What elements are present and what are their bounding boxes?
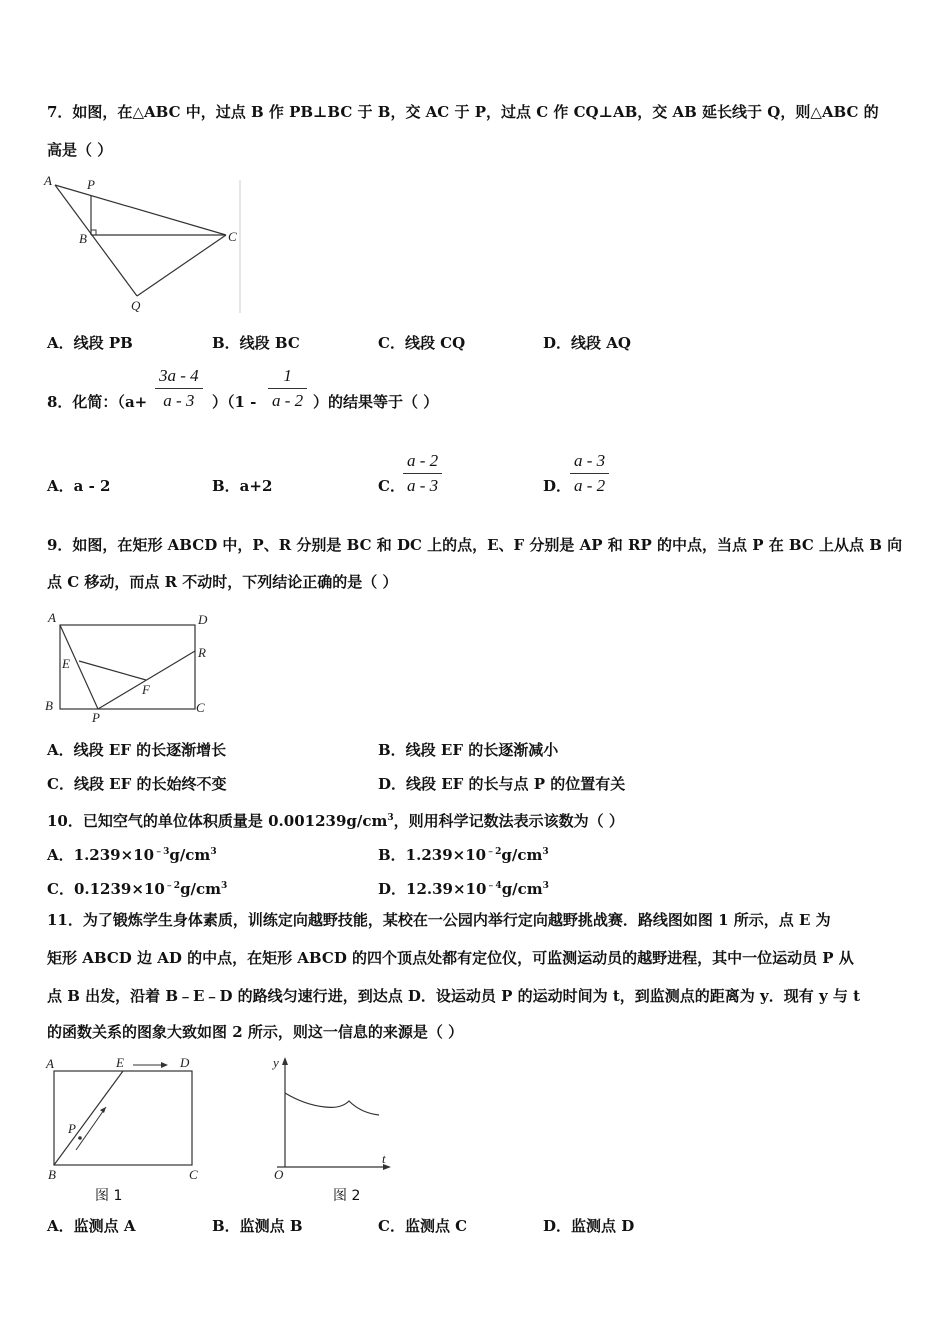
q9-option-b[interactable]: B．线段 EF 的长逐渐减小 [378,741,559,759]
q9-label-r: R [198,645,206,660]
q11-fig2-label-y: y [273,1055,279,1070]
q11-stem-line4: 的函数关系的图象大致如图 2 所示，则这一信息的来源是（ ） [47,1023,464,1041]
q8-option-c-label[interactable]: C． [378,477,405,495]
q11-fig1-path-be [54,1071,123,1165]
q9-label-e: E [62,656,70,671]
q9-stem-line2: 点 C 移动，而点 R 不动时，下列结论正确的是（ ） [47,573,398,591]
q11-fig1-label-e: E [116,1055,124,1070]
q9-option-a[interactable]: A．线段 EF 的长逐渐增长 [47,741,227,759]
q11-fig2-y-arrow [282,1057,288,1065]
q9-rect-abcd [60,625,195,709]
q7-stem-line1: 7．如图，在△ABC 中，过点 B 作 PB⊥BC 于 B，交 AC 于 P，过点 C 作 CQ⊥AB，交 AB 延长线于 Q，则△ABC 的 [47,103,879,121]
q7-edge-ac [55,185,226,235]
q8-fraction-1 [155,366,203,411]
q8-option-d-numerator: a - 3 [574,451,606,470]
q11-fig1-label-d: D [180,1055,190,1070]
q7-option-c[interactable]: C．线段 CQ [378,334,466,352]
q11-figure-2-caption: 图 2 [333,1188,361,1204]
q9-segment-ef [79,661,146,680]
q11-fig1-label-b: B [48,1167,56,1182]
q9-label-f: F [142,682,150,697]
q7-option-a[interactable]: A．线段 PB [47,334,133,352]
q11-figure-1-caption: 图 1 [95,1188,123,1204]
q10-stem: 10．已知空气的单位体积质量是 $0.001239g/cm^3$，则用科学记数法表示该数为（ ） [47,812,624,830]
q7-label-c: C [228,229,237,244]
q11-fig2-label-o: O [274,1167,284,1182]
q7-option-d[interactable]: D．线段 AQ [543,334,631,352]
q7-label-b: B [79,231,87,246]
q8-fraction-2 [268,366,307,411]
q11-figure-1 [40,1055,210,1185]
q9-label-b: B [45,698,53,713]
q7-label-q: Q [131,298,141,313]
q11-stem-line2: 矩形 ABCD 边 AD 的中点，在矩形 ABCD 的四个顶点处都有定位仪，可监测运动员的越野进程，其中一位运动员 P 从 [47,949,854,967]
q11-stem-line3: 点 B 出发，沿着 B﹣E﹣D 的路线匀速行进，到达点 D．设运动员 P 的运动时间为 t，到监测点的距离为 y．现有 y 与 t [47,987,861,1005]
q10-option-d[interactable]: D．$12.39\times 10^{﹣4}g/cm^3$ [378,880,549,898]
q8-option-d-fraction[interactable] [570,451,609,496]
q9-segment-rp [98,651,195,709]
q8-option-c-fraction[interactable] [403,451,442,496]
q8-option-a[interactable]: A．a - 2 [47,477,111,495]
q8-prefix: 8．化简：（a+ [47,393,148,411]
q8-option-d-label[interactable]: D． [543,477,572,495]
q11-fig2-curve [285,1093,379,1115]
q7-triangle-figure [40,175,250,315]
q8-suffix: ）的结果等于（ ） [313,393,439,411]
q8-middle: ）（1 - [212,393,257,411]
q11-stem-line1: 11．为了锻炼学生身体素质，训练定向越野技能，某校在一公园内举行定向越野挑战赛．路线图如图 1 所示，点 E 为 [47,911,831,929]
q11-option-d[interactable]: D．监测点 D [543,1217,635,1235]
q11-figure-2 [265,1055,395,1185]
q8-option-c-denominator: a - 3 [407,476,439,495]
q11-fig1-point-p [78,1136,82,1140]
q11-fig1-label-a: A [46,1056,54,1071]
q10-option-c[interactable]: C．$0.1239\times 10^{﹣2}g/cm^3$ [47,880,228,898]
q9-stem-line1: 9．如图，在矩形 ABCD 中，P、R 分别是 BC 和 DC 上的点，E、F 分别是 AP 和 RP 的中点，当点 P 在 BC 上从点 B 向 [47,536,903,554]
q9-option-d[interactable]: D．线段 EF 的长与点 P 的位置有关 [378,775,626,793]
q9-rectangle-figure [40,608,225,723]
q8-option-d-denominator: a - 2 [574,476,606,495]
q7-label-p: P [87,177,95,192]
q11-fig1-label-p: P [68,1121,76,1136]
q11-fig1-arrowhead-be [100,1107,106,1113]
q10-option-a[interactable]: A．$1.239\times 10^{﹣3}g/cm^3$ [47,846,217,864]
q9-label-a: A [48,610,56,625]
q7-edge-aq [55,185,137,296]
q11-option-b[interactable]: B．监测点 B [212,1217,303,1235]
q7-stem-line2: 高是（ ） [47,141,113,159]
q7-label-a: A [44,173,52,188]
q8-option-c-numerator: a - 2 [407,451,439,470]
q11-fig1-arrowhead-ed [161,1062,168,1068]
q9-label-d: D [198,612,208,627]
q8-frac1-denominator: a - 3 [163,391,195,410]
q8-frac1-numerator: 3a - 4 [159,366,199,385]
q11-option-a[interactable]: A．监测点 A [47,1217,136,1235]
q9-label-c: C [196,700,205,715]
q7-option-b[interactable]: B．线段 BC [212,334,300,352]
q10-option-b[interactable]: B．$1.239\times 10^{﹣2}g/cm^3$ [378,846,549,864]
q11-option-c[interactable]: C．监测点 C [378,1217,468,1235]
q9-option-c[interactable]: C．线段 EF 的长始终不变 [47,775,227,793]
q11-fig1-label-c: C [189,1167,198,1182]
q8-frac2-numerator: 1 [283,366,292,385]
q7-edge-cq [137,235,226,296]
q8-option-b[interactable]: B．a+2 [212,477,273,495]
q8-frac2-denominator: a - 2 [272,391,304,410]
q9-label-p: P [92,710,100,725]
q11-fig2-label-t: t [382,1151,386,1166]
q11-fig1-rect [54,1071,192,1165]
